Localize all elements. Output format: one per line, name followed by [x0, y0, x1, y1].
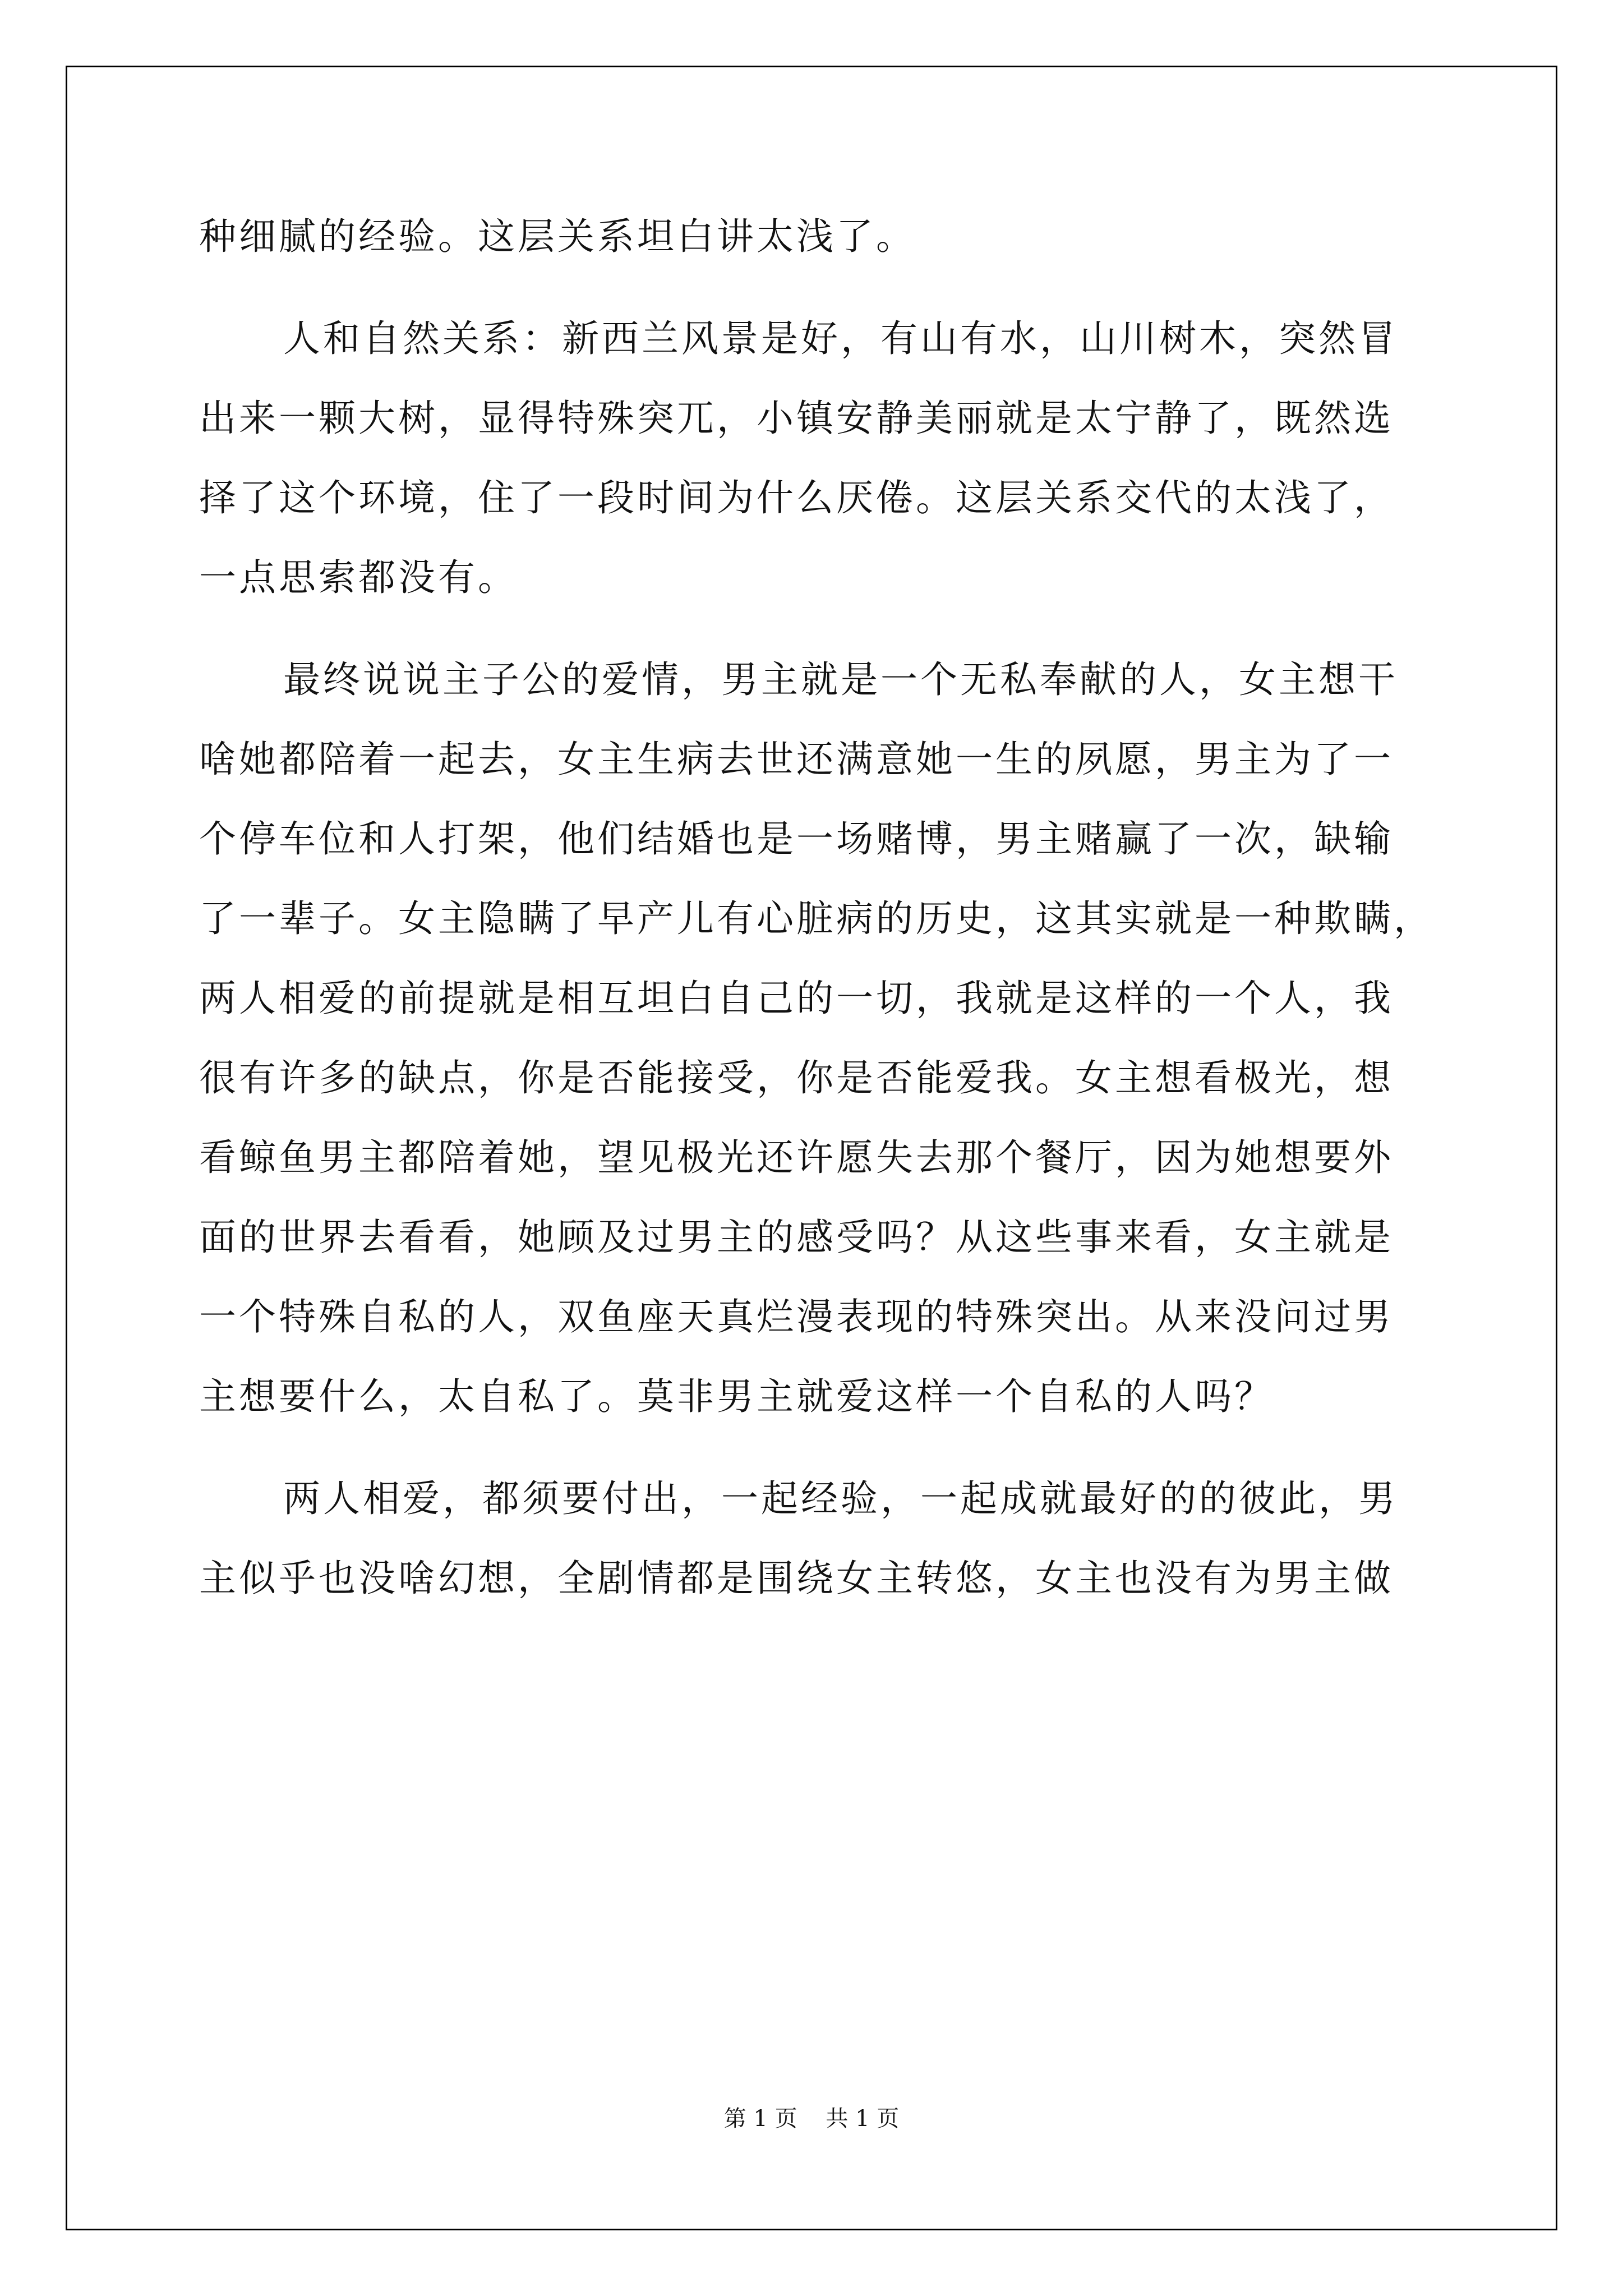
text-line: 啥她都陪着一起去，女主生病去世还满意她一生的夙愿，男主为了一: [199, 738, 1394, 781]
text-line: 看鲸鱼男主都陪着她，望见极光还许愿失去那个餐厅，因为她想要外: [199, 1136, 1394, 1179]
page-number-footer: 第 1 页 共 1 页: [723, 2106, 900, 2132]
document-body: [199, 210, 1438, 1632]
text-line: 一个特殊自私的人，双鱼座天真烂漫表现的特殊突出。从来没问过男: [199, 1295, 1394, 1338]
text-line: 很有许多的缺点，你是否能接受，你是否能爱我。女主想看极光，想: [199, 1056, 1394, 1099]
paragraph-gap: [199, 1450, 1438, 1473]
text-line: 了一辈子。女主隐瞒了早产儿有心脏病的历史，这其实就是一种欺瞒，: [199, 897, 1433, 940]
paragraph-gap: [199, 290, 1438, 312]
paragraph-first-line: 人和自然关系：新西兰风景是好，有山有水，山川树木，突然冒: [283, 317, 1398, 360]
text-line: 一点思索都没有。: [199, 556, 518, 599]
paragraph-gap: [199, 631, 1438, 654]
text-line: 种细腻的经验。这层关系坦白讲太浅了。: [199, 215, 916, 258]
text-line: 两人相爱的前提就是相互坦白自己的一切，我就是这样的一个人，我: [199, 977, 1394, 1020]
paragraph-first-line: 最终说说主子公的爱情，男主就是一个无私奉献的人，女主想干: [283, 658, 1398, 701]
text-line: 择了这个环境，住了一段时间为什么厌倦。这层关系交代的太浅了，: [199, 476, 1394, 519]
text-line: 主想要什么，太自私了。莫非男主就爱这样一个自私的人吗？: [199, 1375, 1274, 1418]
text-line: 出来一颗大树，显得特殊突兀，小镇安静美丽就是太宁静了，既然选: [199, 397, 1394, 440]
paragraph-first-line: 两人相爱，都须要付出，一起经验，一起成就最好的的彼此，男: [283, 1477, 1398, 1520]
text-line: 面的世界去看看，她顾及过男主的感受吗？从这些事来看，女主就是: [199, 1216, 1394, 1259]
text-line: 个停车位和人打架，他们结婚也是一场赌博，男主赌赢了一次，缺输: [199, 817, 1394, 861]
text-line: 主似乎也没啥幻想，全剧情都是围绕女主转悠，女主也没有为男主做: [199, 1557, 1394, 1600]
